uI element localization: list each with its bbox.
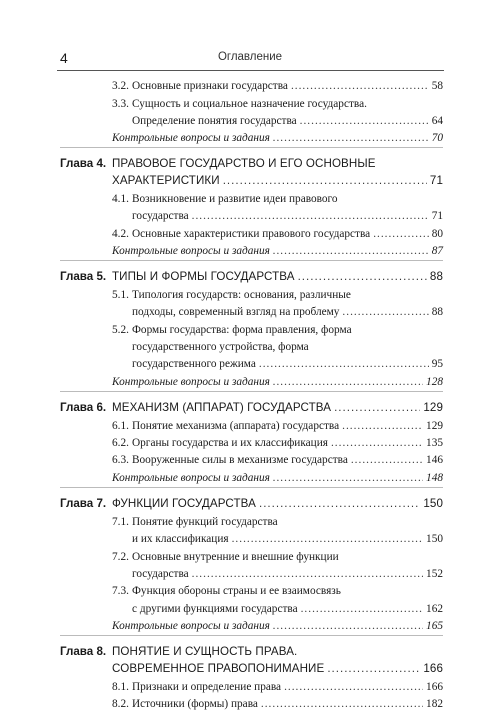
entry-title: Контрольные вопросы и задания [112, 132, 270, 144]
dot-leader [373, 226, 429, 242]
toc-entry[interactable] [112, 96, 443, 112]
chapter-label: Глава 4. [60, 157, 107, 170]
section-number: 5.2. [112, 324, 129, 336]
page-ref: 166 [426, 681, 443, 693]
entry-title: Определение понятия государства [132, 115, 297, 127]
entry-title: подходы, современный взгляд на проблему [132, 306, 340, 318]
entry-title: СОВРЕМЕННОЕ ПРАВОПОНИМАНИЕ [112, 662, 325, 675]
section-number: 3.3. [112, 98, 129, 110]
section-number: 6.3. [112, 454, 129, 466]
dot-leader [223, 173, 427, 189]
toc-entry[interactable] [112, 173, 443, 189]
toc-entry[interactable] [112, 618, 443, 634]
toc-entry[interactable] [112, 208, 443, 224]
entry-title: ХАРАКТЕРИСТИКИ [112, 174, 220, 187]
dot-leader [273, 470, 423, 486]
page-ref: 182 [426, 698, 443, 710]
section-number: 6.1. [112, 420, 129, 432]
entry-title: Контрольные вопросы и задания [112, 245, 270, 257]
section-number: 7.3. [112, 585, 129, 597]
toc-entry[interactable] [112, 304, 443, 320]
toc-entry[interactable] [112, 418, 443, 434]
section-number: 4.1. [112, 193, 129, 205]
entry-title: Возникновение и развитие идеи правового [132, 193, 338, 205]
toc-entry[interactable] [112, 356, 443, 372]
entry-title: государственного устройства, форма [132, 341, 309, 353]
toc-entry[interactable] [112, 269, 443, 285]
entry-title: государства [132, 568, 189, 580]
entry-title: ТИПЫ И ФОРМЫ ГОСУДАРСТВА [112, 270, 295, 283]
page-ref: 70 [431, 132, 443, 144]
entry-title: Понятие функций государства [132, 516, 278, 528]
entry-title: и их классификация [132, 533, 229, 545]
entry-title: ПОНЯТИЕ И СУЩНОСТЬ ПРАВА. [112, 645, 298, 658]
section-number: 6.2. [112, 437, 129, 449]
page-ref: 128 [426, 376, 443, 388]
chapter-separator [60, 147, 443, 148]
page-ref: 88 [431, 306, 443, 318]
page-ref: 129 [423, 401, 443, 414]
dot-leader [331, 435, 423, 451]
toc-entry[interactable] [112, 601, 443, 617]
toc-entry[interactable] [112, 113, 443, 129]
toc-entry[interactable] [112, 644, 443, 660]
entry-title: Контрольные вопросы и задания [112, 376, 270, 388]
entry-title: Сущность и социальное назначение государства. [132, 98, 367, 110]
chapter-label: Глава 6. [60, 401, 107, 414]
toc-entry[interactable] [112, 470, 443, 486]
toc-entry[interactable] [112, 243, 443, 259]
entry-title: с другими функциями государства [132, 603, 298, 615]
entry-title: Органы государства и их классификация [132, 437, 328, 449]
page-ref: 58 [431, 80, 443, 92]
running-head: Оглавление [217, 51, 283, 63]
page-ref: 162 [426, 603, 443, 615]
dot-leader [291, 78, 429, 94]
section-number: 7.2. [112, 551, 129, 563]
toc-entry[interactable] [112, 452, 443, 468]
dot-leader [232, 531, 423, 547]
page-number: 4 [60, 50, 68, 66]
dot-leader [259, 496, 420, 512]
page-ref: 150 [426, 533, 443, 545]
section-number: 5.1. [112, 289, 129, 301]
toc-entry[interactable] [112, 374, 443, 390]
entry-title: Формы государства: форма правления, форма [132, 324, 352, 336]
entry-title: ПРАВОВОЕ ГОСУДАРСТВО И ЕГО ОСНОВНЫЕ [112, 157, 376, 170]
dot-leader [192, 208, 429, 224]
dot-leader [342, 304, 428, 320]
toc-entry[interactable] [112, 400, 443, 416]
entry-title: Вооруженные силы в механизме государства [132, 454, 348, 466]
entry-title: Источники (формы) права [132, 698, 258, 710]
dot-leader [192, 566, 423, 582]
page-ref: 146 [426, 454, 443, 466]
toc-entry[interactable] [112, 514, 443, 530]
dot-leader [342, 418, 423, 434]
page-ref: 87 [431, 245, 443, 257]
chapter-label: Глава 5. [60, 270, 107, 283]
entry-title: Признаки и определение права [132, 681, 282, 693]
toc-entry[interactable] [112, 661, 443, 677]
entry-title: Контрольные вопросы и задания [112, 472, 270, 484]
page-ref: 165 [426, 620, 443, 632]
page-ref: 80 [431, 228, 443, 240]
page-ref: 135 [426, 437, 443, 449]
dot-leader [327, 661, 420, 677]
toc-entry[interactable] [112, 130, 443, 146]
toc-entry[interactable] [112, 78, 443, 94]
toc-entry[interactable] [112, 679, 443, 695]
entry-title: государства [132, 210, 189, 222]
dot-leader [301, 601, 423, 617]
section-number: 4.2. [112, 228, 129, 240]
toc-entry[interactable] [112, 156, 443, 172]
entry-title: государственного режима [132, 358, 256, 370]
entry-title: Контрольные вопросы и задания [112, 620, 270, 632]
page-ref: 71 [429, 174, 443, 187]
entry-title: Понятие механизма (аппарата) государства [132, 420, 340, 432]
toc-entry[interactable] [112, 339, 443, 355]
toc-entry[interactable] [112, 531, 443, 547]
dot-leader [259, 356, 429, 372]
entry-title: Основные признаки государства [132, 80, 288, 92]
dot-leader [273, 618, 423, 634]
page-ref: 166 [423, 662, 443, 675]
page-ref: 88 [429, 270, 443, 283]
section-number: 7.1. [112, 516, 129, 528]
dot-leader [334, 400, 420, 416]
toc-entry[interactable] [112, 566, 443, 582]
toc-entry[interactable] [112, 226, 443, 242]
entry-title: Типология государств: основания, различные [132, 289, 351, 301]
toc-entry[interactable] [112, 287, 443, 303]
page-ref: 95 [431, 358, 443, 370]
toc-entry[interactable] [112, 191, 443, 207]
chapter-separator [60, 391, 443, 392]
dot-leader [273, 243, 429, 259]
section-number: 8.2. [112, 698, 129, 710]
entry-title: Основные внутренние и внешние функции [132, 551, 339, 563]
dot-leader [273, 130, 429, 146]
entry-title: ФУНКЦИИ ГОСУДАРСТВА [112, 497, 256, 510]
page-ref: 129 [426, 420, 443, 432]
page-ref: 150 [423, 497, 443, 510]
toc-entry[interactable] [112, 435, 443, 451]
chapter-separator [60, 487, 443, 488]
toc-entry[interactable] [112, 583, 443, 599]
dot-leader [300, 113, 429, 129]
section-number: 3.2. [112, 80, 129, 92]
entry-title: Функция обороны страны и ее взаимосвязь [132, 585, 341, 597]
entry-title: МЕХАНИЗМ (АППАРАТ) ГОСУДАРСТВА [112, 401, 332, 414]
entry-title: Основные характеристики правового государства [132, 228, 371, 240]
dot-leader [351, 452, 423, 468]
page-ref: 152 [426, 568, 443, 580]
chapter-separator [60, 260, 443, 261]
chapter-label: Глава 8. [60, 645, 107, 658]
page-ref: 148 [426, 472, 443, 484]
section-number: 8.1. [112, 681, 129, 693]
chapter-label: Глава 7. [60, 497, 107, 510]
toc-entry[interactable] [112, 322, 443, 338]
page-ref: 71 [431, 210, 443, 222]
toc-entry[interactable] [112, 496, 443, 512]
dot-leader [298, 269, 427, 285]
page-ref: 64 [431, 115, 443, 127]
chapter-separator [60, 635, 443, 636]
dot-leader [273, 374, 423, 390]
toc-entry[interactable] [112, 549, 443, 565]
dot-leader [284, 679, 423, 695]
